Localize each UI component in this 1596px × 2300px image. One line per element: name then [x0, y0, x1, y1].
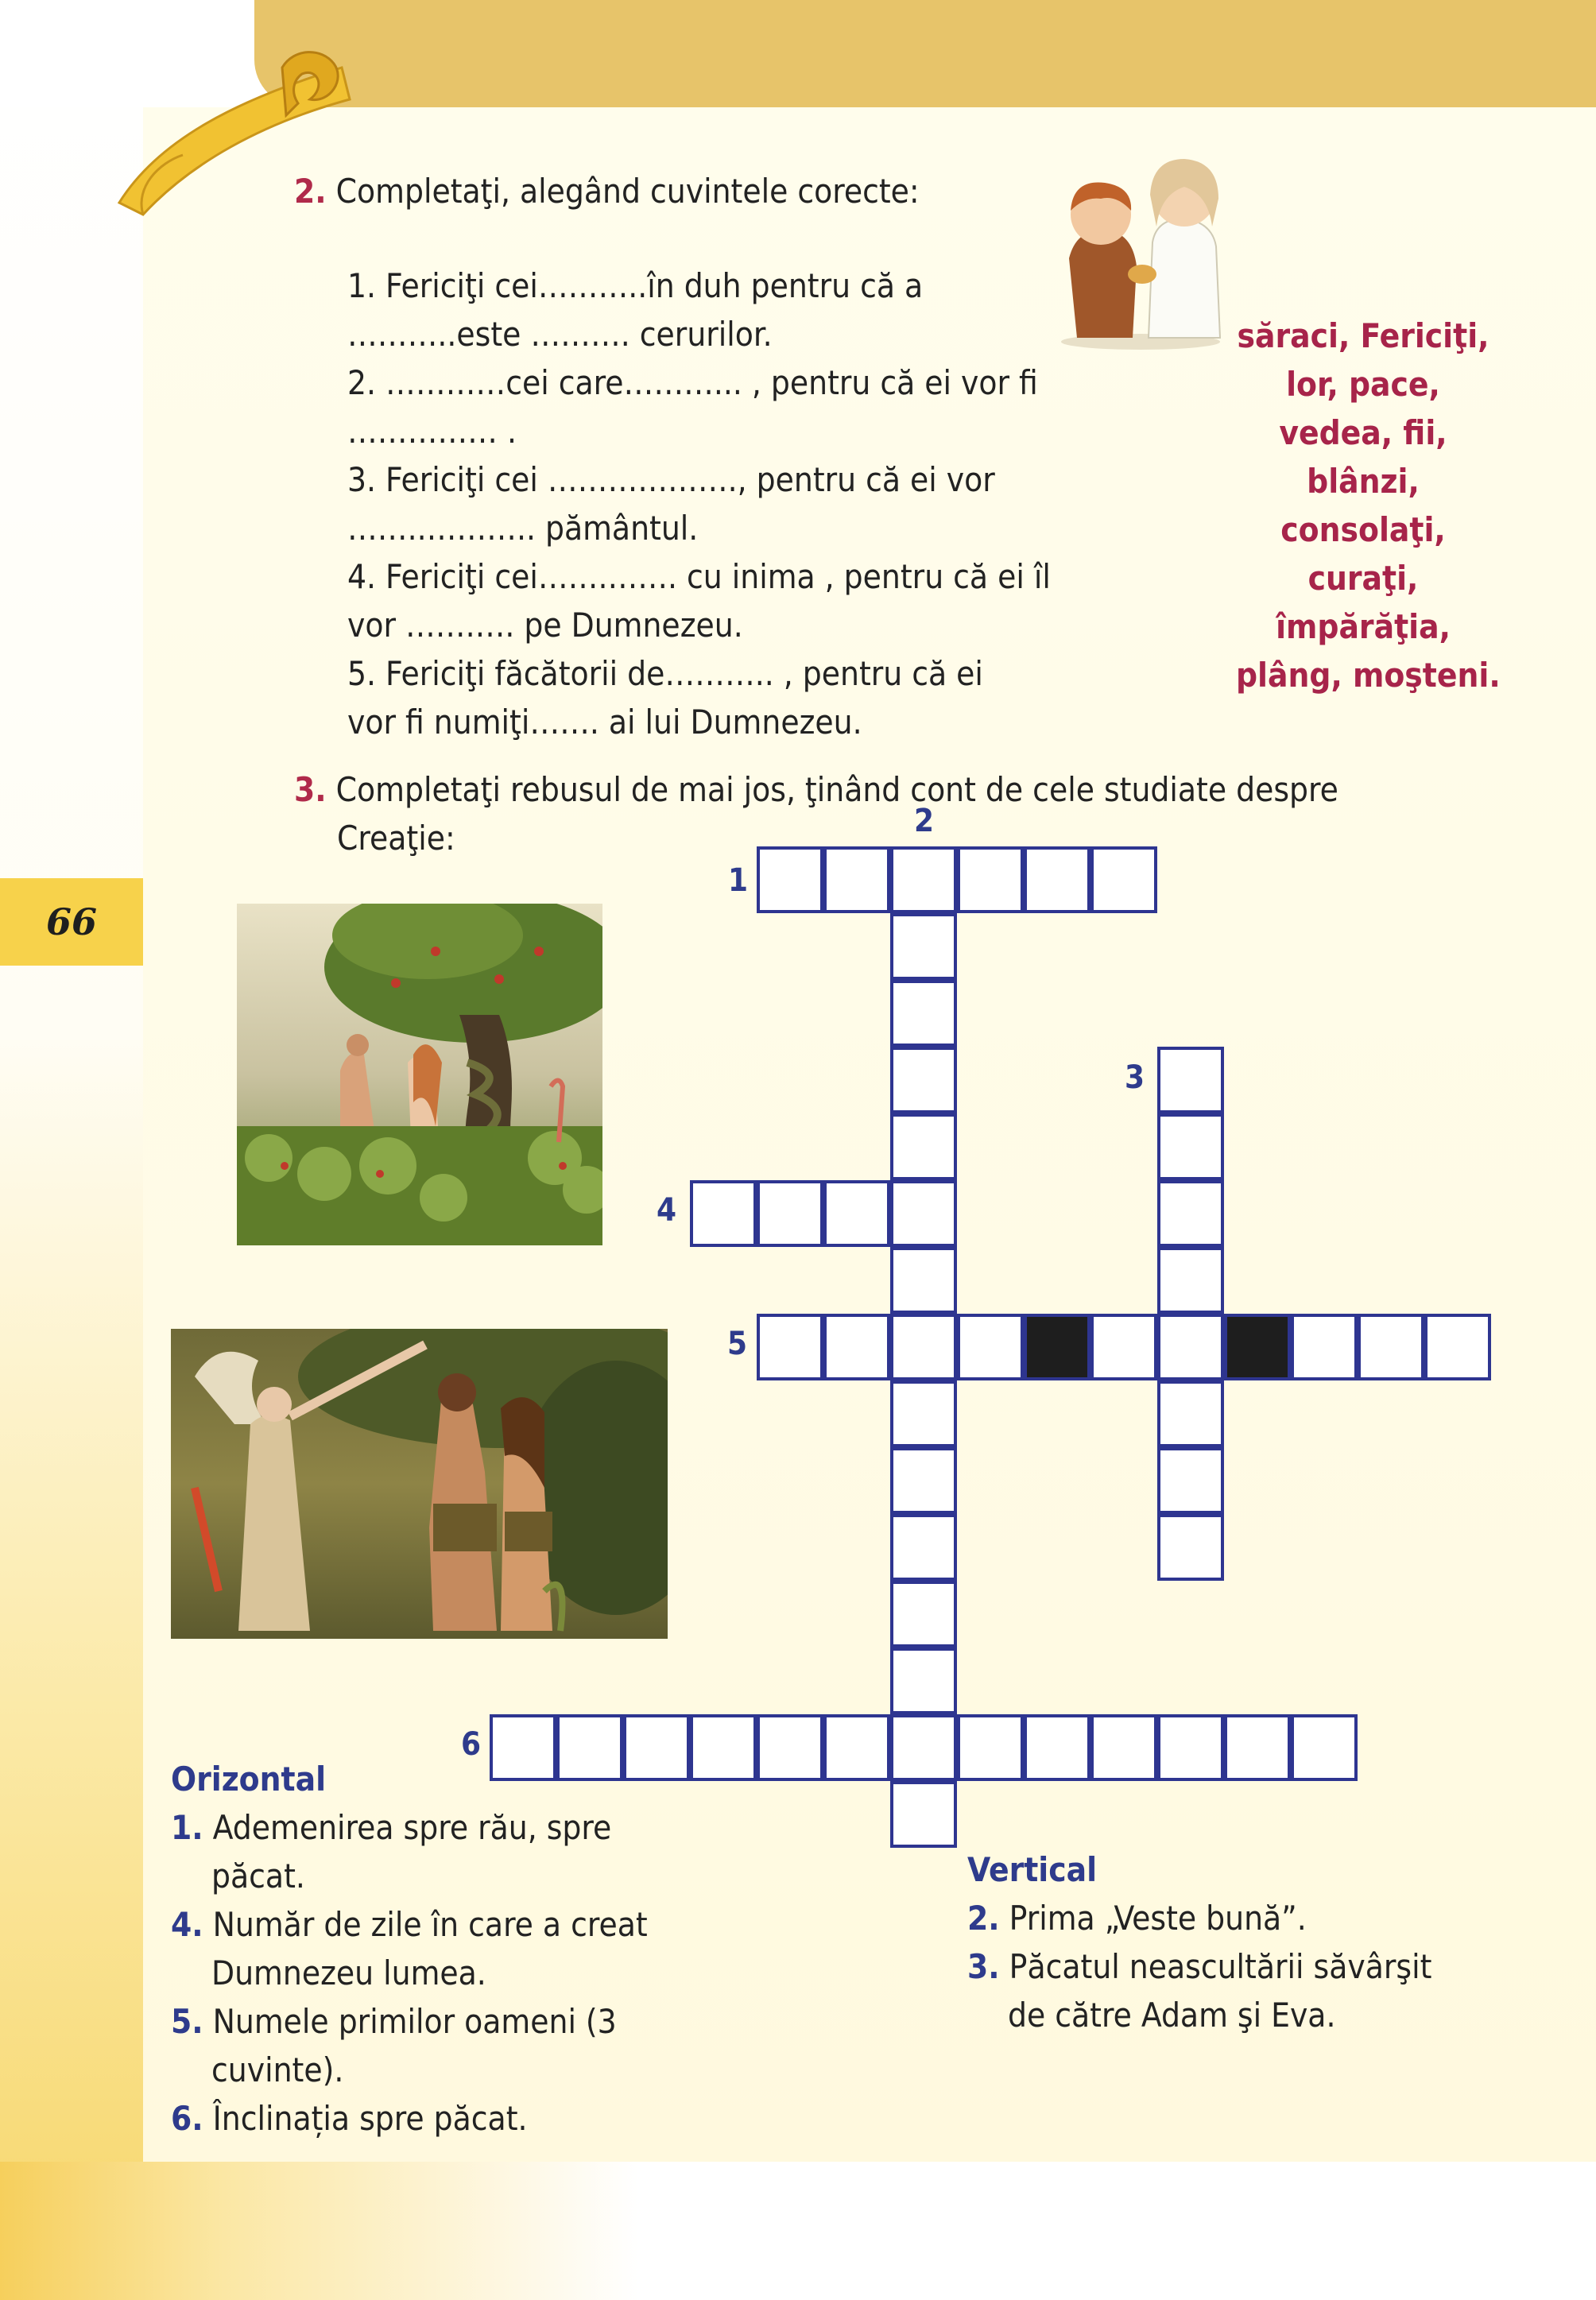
crossword-number-3: 3 [1125, 1059, 1145, 1096]
word-bank-line: consolaţi, [1280, 510, 1446, 549]
crossword-number-6: 6 [461, 1726, 482, 1763]
crossword-number-1: 1 [728, 862, 749, 899]
clue-text: Ademenirea spre rău, spre [212, 1808, 612, 1847]
fill-line-7: 4. Fericiţi cei…….……. cu inima , pentru că ei îl [347, 557, 1051, 596]
fill-line-6: ……..……….. pământul. [347, 509, 699, 548]
exercise-2-heading [294, 167, 920, 215]
word-bank-line: plâng, moşteni. [1236, 656, 1501, 695]
crossword-number-5: 5 [727, 1326, 748, 1362]
children-bread-illustration [1053, 139, 1228, 354]
horizontal-clue-6 [171, 2094, 528, 2143]
word-bank-line: vedea, fii, [1279, 413, 1447, 452]
horizontal-clue-1-cont: păcat. [211, 1857, 305, 1895]
clue-text: Înclinația spre păcat. [212, 2099, 528, 2138]
fill-line-10: vor fi numiţi……. ai lui Dumnezeu. [347, 703, 862, 741]
exercise-3-number: 3. [294, 770, 327, 809]
left-margin-strip [0, 0, 143, 2300]
horizontal-clue-1 [171, 1803, 611, 1852]
crossword-number-4: 4 [657, 1192, 677, 1229]
top-decorative-band [254, 0, 1596, 107]
clue-number: 4. [171, 1905, 203, 1944]
clue-text: Prima „Veste bună”. [1009, 1899, 1307, 1938]
fill-line-2: ………..este ………. cerurilor. [347, 315, 773, 354]
exercise-3-instruction: Completaţi rebusul de mai jos, ţinând cont de cele studiate despre [335, 770, 1338, 809]
clue-number: 3. [967, 1947, 1000, 1986]
exercise-2-instruction: Completaţi, alegând cuvintele corecte: [335, 172, 920, 211]
exercise-3-heading [294, 765, 1338, 814]
bottom-decorative-band [0, 2162, 1596, 2300]
word-bank-line: împărăţia, [1276, 607, 1451, 646]
adam-eve-tree-painting [237, 904, 602, 1245]
horizontal-clue-4 [171, 1900, 648, 1949]
word-bank-line: blânzi, [1307, 462, 1420, 501]
expulsion-from-eden-painting [171, 1329, 668, 1639]
vertical-clue-2 [967, 1894, 1307, 1942]
fill-line-8: vor …….…. pe Dumnezeu. [347, 606, 743, 645]
word-bank [1236, 312, 1501, 699]
vertical-clue-3-cont: de către Adam şi Eva. [1008, 1996, 1336, 2035]
fill-line-5: 3. Fericiţi cei ………………., pentru că ei vor [347, 460, 995, 499]
page-number: 66 [45, 900, 97, 943]
exercise-3-instruction-cont: Creaţie: [337, 819, 455, 858]
horizontal-clue-5-cont: cuvinte). [211, 2050, 344, 2089]
clue-number: 6. [171, 2099, 203, 2138]
clue-number: 5. [171, 2002, 203, 2041]
exercise-2-number: 2. [294, 172, 327, 211]
horizontal-clue-4-cont: Dumnezeu lumea. [211, 1953, 486, 1992]
fill-line-9: 5. Fericiţi făcătorii de……….. , pentru că ei [347, 654, 983, 693]
word-bank-line: săraci, Fericiţi, [1237, 316, 1489, 355]
word-bank-line: curaţi, [1307, 559, 1419, 598]
clue-text: Păcatul neascultării săvârşit [1009, 1947, 1432, 1986]
fill-line-3: 2. …………cei care………... , pentru că ei vor fi [347, 363, 1038, 402]
clue-number: 2. [967, 1899, 1000, 1938]
word-bank-line: lor, pace, [1286, 365, 1440, 404]
vertical-clues-title: Vertical [967, 1850, 1098, 1889]
clue-text: Număr de zile în care a creat [212, 1905, 648, 1944]
horizontal-clue-5 [171, 1997, 617, 2046]
fill-line-4: …………… . [347, 412, 517, 451]
crossword-number-2: 2 [914, 803, 935, 839]
vertical-clue-3 [967, 1942, 1431, 1991]
clue-number: 1. [171, 1808, 203, 1847]
page-number-tab [0, 878, 143, 966]
fill-line-1: 1. Fericiţi cei………..în duh pentru că a [347, 266, 924, 305]
clue-text: Numele primilor oameni (3 [212, 2002, 617, 2041]
horizontal-clues-title: Orizontal [171, 1760, 327, 1799]
